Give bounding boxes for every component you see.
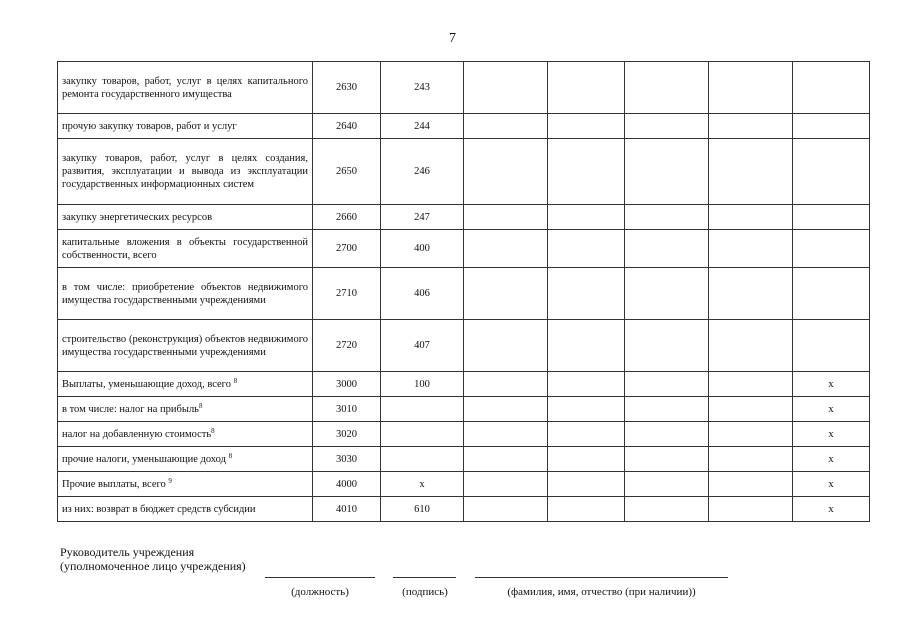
signature-line [393, 577, 456, 578]
value-cell [625, 268, 709, 320]
row-classification-code [381, 422, 464, 447]
value-cell [625, 447, 709, 472]
row-classification-code [381, 447, 464, 472]
value-cell-last [793, 268, 870, 320]
table-row [58, 205, 870, 230]
row-label [58, 205, 313, 230]
row-label-text: Выплаты, уменьшающие доход, всего [62, 378, 234, 390]
value-cell [464, 397, 548, 422]
row-line-code: 2640 [313, 114, 381, 139]
value-cell [548, 114, 625, 139]
table-row [58, 422, 870, 447]
value-cell [548, 230, 625, 268]
row-classification-code: 406 [381, 268, 464, 320]
row-label [58, 114, 313, 139]
row-classification-code: 247 [381, 205, 464, 230]
value-cell [625, 372, 709, 397]
value-cell [709, 472, 793, 497]
value-cell [548, 472, 625, 497]
row-line-code: 2630 [313, 62, 381, 114]
table-row [58, 497, 870, 522]
row-classification-code [381, 397, 464, 422]
table-row [58, 447, 870, 472]
table-row [58, 320, 870, 372]
row-classification-code: 100 [381, 372, 464, 397]
value-cell-last: x [793, 497, 870, 522]
value-cell [548, 422, 625, 447]
value-cell-last [793, 114, 870, 139]
value-cell [548, 139, 625, 205]
value-cell [548, 205, 625, 230]
value-cell [709, 497, 793, 522]
value-cell-last: x [793, 447, 870, 472]
value-cell-last [793, 320, 870, 372]
row-label-text: в том числе: приобретение объектов недвижимого имущества государственными учреждениями [62, 281, 308, 306]
row-label-text: закупку товаров, работ, услуг в целях капитального ремонта государственного имущества [62, 75, 308, 100]
row-label-text: прочие налоги, уменьшающие доход [62, 453, 229, 465]
row-label-text: капитальные вложения в объекты государственной собственности, всего [62, 236, 308, 261]
row-line-code: 2700 [313, 230, 381, 268]
report-table [57, 61, 870, 522]
footnote-marker: 8 [211, 426, 215, 435]
value-cell-last: x [793, 372, 870, 397]
row-line-code: 3010 [313, 397, 381, 422]
position-caption: (должность) [291, 586, 349, 598]
value-cell [625, 230, 709, 268]
value-cell [548, 497, 625, 522]
value-cell [709, 268, 793, 320]
row-line-code: 4000 [313, 472, 381, 497]
row-label [58, 397, 313, 422]
footnote-marker: 9 [168, 476, 172, 485]
value-cell [709, 320, 793, 372]
value-cell [464, 230, 548, 268]
value-cell [709, 205, 793, 230]
row-label [58, 497, 313, 522]
row-line-code: 4010 [313, 497, 381, 522]
value-cell [464, 114, 548, 139]
signatory-title-line2: (уполномоченное лицо учреждения) [60, 559, 246, 573]
value-cell [464, 205, 548, 230]
table-row [58, 230, 870, 268]
value-cell-last: x [793, 397, 870, 422]
value-cell [625, 62, 709, 114]
row-label [58, 422, 313, 447]
value-cell [464, 472, 548, 497]
report-table-body [58, 62, 870, 522]
row-label-text: строительство (реконструкция) объектов недвижимого имущества государственными учреждениями [62, 333, 308, 358]
row-label [58, 230, 313, 268]
row-line-code: 2650 [313, 139, 381, 205]
signatory-title-line1: Руководитель учреждения [60, 545, 195, 559]
value-cell [464, 372, 548, 397]
value-cell [625, 205, 709, 230]
value-cell [625, 497, 709, 522]
value-cell [709, 372, 793, 397]
table-row [58, 372, 870, 397]
value-cell [625, 139, 709, 205]
signatory-title [60, 545, 246, 573]
table-row [58, 62, 870, 114]
row-label-text: налог на добавленную стоимость [62, 428, 212, 440]
value-cell [709, 114, 793, 139]
row-classification-code: 243 [381, 62, 464, 114]
footnote-marker: 8 [233, 376, 238, 385]
table-row [58, 114, 870, 139]
value-cell [548, 397, 625, 422]
row-label-text: прочую закупку товаров, работ и услуг [62, 120, 237, 132]
row-classification-code: 244 [381, 114, 464, 139]
value-cell-last [793, 205, 870, 230]
row-label-text: в том числе: налог на прибыль [62, 403, 199, 415]
value-cell [709, 139, 793, 205]
value-cell [709, 397, 793, 422]
table-row [58, 268, 870, 320]
table-row [58, 139, 870, 205]
value-cell [548, 447, 625, 472]
value-cell [625, 397, 709, 422]
row-label-text: закупку товаров, работ, услуг в целях создания, развития, эксплуатации и вывода из эксплуатации государственных информационных систем [62, 153, 308, 190]
row-label [58, 320, 313, 372]
row-label [58, 472, 313, 497]
value-cell [709, 447, 793, 472]
value-cell [625, 472, 709, 497]
value-cell [548, 62, 625, 114]
value-cell [625, 320, 709, 372]
row-label [58, 447, 313, 472]
value-cell [464, 268, 548, 320]
value-cell [464, 320, 548, 372]
value-cell-last [793, 139, 870, 205]
row-line-code: 2660 [313, 205, 381, 230]
footnote-marker: 8 [228, 451, 233, 460]
row-classification-code: 400 [381, 230, 464, 268]
row-label [58, 372, 313, 397]
row-label-text: из них: возврат в бюджет средств субсидии [62, 503, 256, 515]
value-cell [464, 422, 548, 447]
value-cell [464, 447, 548, 472]
row-line-code: 3000 [313, 372, 381, 397]
row-label-text: закупку энергетических ресурсов [62, 211, 213, 223]
row-label-text: Прочие выплаты, всего [62, 478, 169, 490]
value-cell [625, 114, 709, 139]
row-classification-code: 610 [381, 497, 464, 522]
row-label [58, 139, 313, 205]
value-cell-last [793, 230, 870, 268]
signature-caption: (подпись) [402, 586, 448, 598]
position-line [265, 577, 375, 578]
value-cell-last [793, 62, 870, 114]
value-cell [464, 497, 548, 522]
row-line-code: 3020 [313, 422, 381, 447]
value-cell [709, 422, 793, 447]
row-classification-code: 246 [381, 139, 464, 205]
value-cell-last: x [793, 472, 870, 497]
value-cell [548, 320, 625, 372]
row-line-code: 2720 [313, 320, 381, 372]
value-cell [709, 62, 793, 114]
name-line [475, 577, 728, 578]
value-cell [464, 139, 548, 205]
value-cell [625, 422, 709, 447]
row-line-code: 2710 [313, 268, 381, 320]
value-cell [464, 62, 548, 114]
row-label [58, 268, 313, 320]
page-number: 7 [449, 31, 456, 46]
footnote-marker: 8 [198, 401, 203, 410]
name-caption: (фамилия, имя, отчество (при наличии)) [507, 586, 696, 598]
table-row [58, 472, 870, 497]
row-label [58, 62, 313, 114]
row-line-code: 3030 [313, 447, 381, 472]
row-classification-code: x [381, 472, 464, 497]
value-cell [709, 230, 793, 268]
table-row [58, 397, 870, 422]
value-cell [548, 372, 625, 397]
row-classification-code: 407 [381, 320, 464, 372]
value-cell-last: x [793, 422, 870, 447]
value-cell [548, 268, 625, 320]
